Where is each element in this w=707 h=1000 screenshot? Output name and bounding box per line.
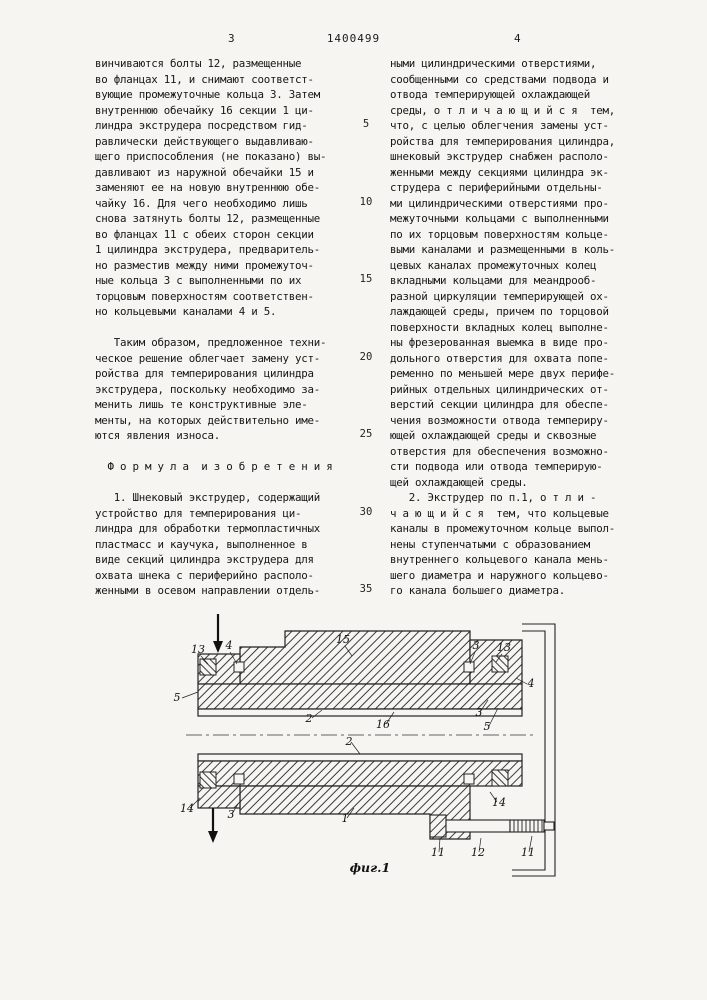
figure-label: 2	[305, 712, 313, 725]
figure-label: 4	[527, 677, 535, 690]
annular-channel	[234, 774, 244, 784]
figure-1	[140, 612, 580, 889]
line-number: 15	[359, 273, 373, 285]
annular-channel	[464, 774, 474, 784]
figure-label: 16	[376, 718, 390, 731]
figure-label: 14	[180, 802, 194, 815]
bolt-shaft	[446, 820, 510, 832]
figure-label: 1	[341, 812, 349, 825]
annular-channel	[464, 662, 474, 672]
figure-label: 3	[227, 808, 235, 821]
page-number-left: 3	[228, 32, 235, 45]
flow-arrow-inlet	[213, 614, 223, 653]
figure-label: 3	[472, 639, 480, 652]
figure-label: 12	[471, 846, 485, 859]
figure-label: 5	[173, 691, 181, 704]
figure-label: 15	[336, 633, 350, 646]
barrel-wall-upper	[198, 684, 522, 709]
figure-label: 11	[431, 846, 445, 859]
figure-label: 14	[492, 796, 506, 809]
ring-top-right	[492, 656, 508, 672]
ring-bottom-right	[492, 770, 508, 786]
ring-bottom-left	[200, 772, 216, 788]
page-number-right: 4	[514, 32, 521, 45]
figure-label: 5	[483, 720, 491, 733]
text-column-left: винчиваются болты 12, размещенные во фланцах 11, и снимают соответст- вующие промежуточные кольца 3. Затем внутреннюю обечайку 16 секции 1 ци- линдра экструдера посредством гид- равлически действующего выдавливаю- щего приспособления (не показано) вы- давливают из наружной обечайки 15 и заменяют ее на новую внутреннюю обе- чайку 16. Для чего необходимо лишь снова затянуть болты 12, размещенные во фланцах 11 с обеих сторон секции 1 цилиндра экструдера, предваритель- но разместив между ними промежуточ- ные кольца 3 с выполненными по их торцовым поверхностям соответствен- но кольцевыми каналами 4 и 5. Таким образом, предложенное техни- ческое решение облегчает замену уст- ройства для темперирования цилиндра экструдера, поскольку необходимо за- менить лишь те конструктивные эле- менты, на которых действительно име- ются явления износа. Ф о р м у л а и з о б р е т е н и я 1. Шнековый экструдер, содержащий устройство для темперирования ци- линдра для обработки термопластичных пластмасс и каучука, выполненное в виде секций цилиндра экструдера для охвата шнека с периферийно располо- женными в осевом направлении отдель-	[95, 57, 333, 597]
inner-liner-upper	[198, 709, 522, 716]
figure-label: 11	[521, 846, 535, 859]
line-number: 5	[362, 118, 370, 130]
figure-label: 3	[475, 706, 483, 719]
figure-label: 4	[225, 639, 233, 652]
line-number: 35	[359, 583, 373, 595]
figure-label: 13	[191, 643, 205, 656]
annular-channel	[234, 662, 244, 672]
figure-caption: фиг.1	[349, 860, 391, 875]
page-header	[0, 32, 707, 48]
line-number: 10	[359, 196, 373, 208]
figure-drawing	[140, 612, 580, 889]
inner-liner-lower	[198, 754, 522, 761]
left-flange-bottom	[198, 786, 240, 808]
figure-label: 2	[345, 735, 353, 748]
line-number: 25	[359, 428, 373, 440]
flow-arrow-outlet	[208, 804, 218, 843]
bolt-head	[430, 815, 446, 837]
text-column-right: ными цилиндрическими отверстиями, сообщенными со средствами подвода и отвода темперирующей охлаждающей среды, о т л и ч а ю щ и й с я тем, что, с целью облегчения замены уст- ройства для темперирования цилиндра, шнековый экструдер снабжен располо- женными между секциями цилиндра эк- струдера с периферийными отдельны- ми цилиндрическими отверстиями про- межуточными кольцами с выполненными по их торцовым поверхностям кольце- выми каналами и размещенными в коль- цевых каналах промежуточных колец вкладными кольцами для меандрооб- разной циркуляции темперирующей ох- лаждающей среды, причем по торцовой поверхности вкладных колец выполне- ны фрезерованная выемка в виде про- дольного отверстия для охвата попе- ременно по меньшей мере двух перифе- рийных отдельных цилиндрических от- верстий секции цилиндра для обеспе- чения возможности отвода темпериру- ющей охлаждающей среды и сквозные отверстия для обеспечения возможно- сти подвода или отвода темперирую- щей охлаждающей среды. 2. Экструдер по п.1, о т л и - ч а ю щ и й с я тем, что кольцевые каналы в промежуточном кольце выпол- нены ступенчатыми с образованием внутреннего кольцевого канала мень- шего диаметра и наружного кольцево- го канала большего диаметра.	[390, 57, 616, 597]
patent-number: 1400499	[326, 32, 381, 45]
bolt-tip	[544, 822, 554, 830]
bolt-thread	[510, 820, 544, 832]
ring-top-left	[200, 659, 216, 675]
line-number: 20	[359, 351, 373, 363]
line-number: 30	[359, 506, 373, 518]
figure-label: 13	[497, 641, 511, 654]
outer-shell-top	[240, 631, 470, 684]
